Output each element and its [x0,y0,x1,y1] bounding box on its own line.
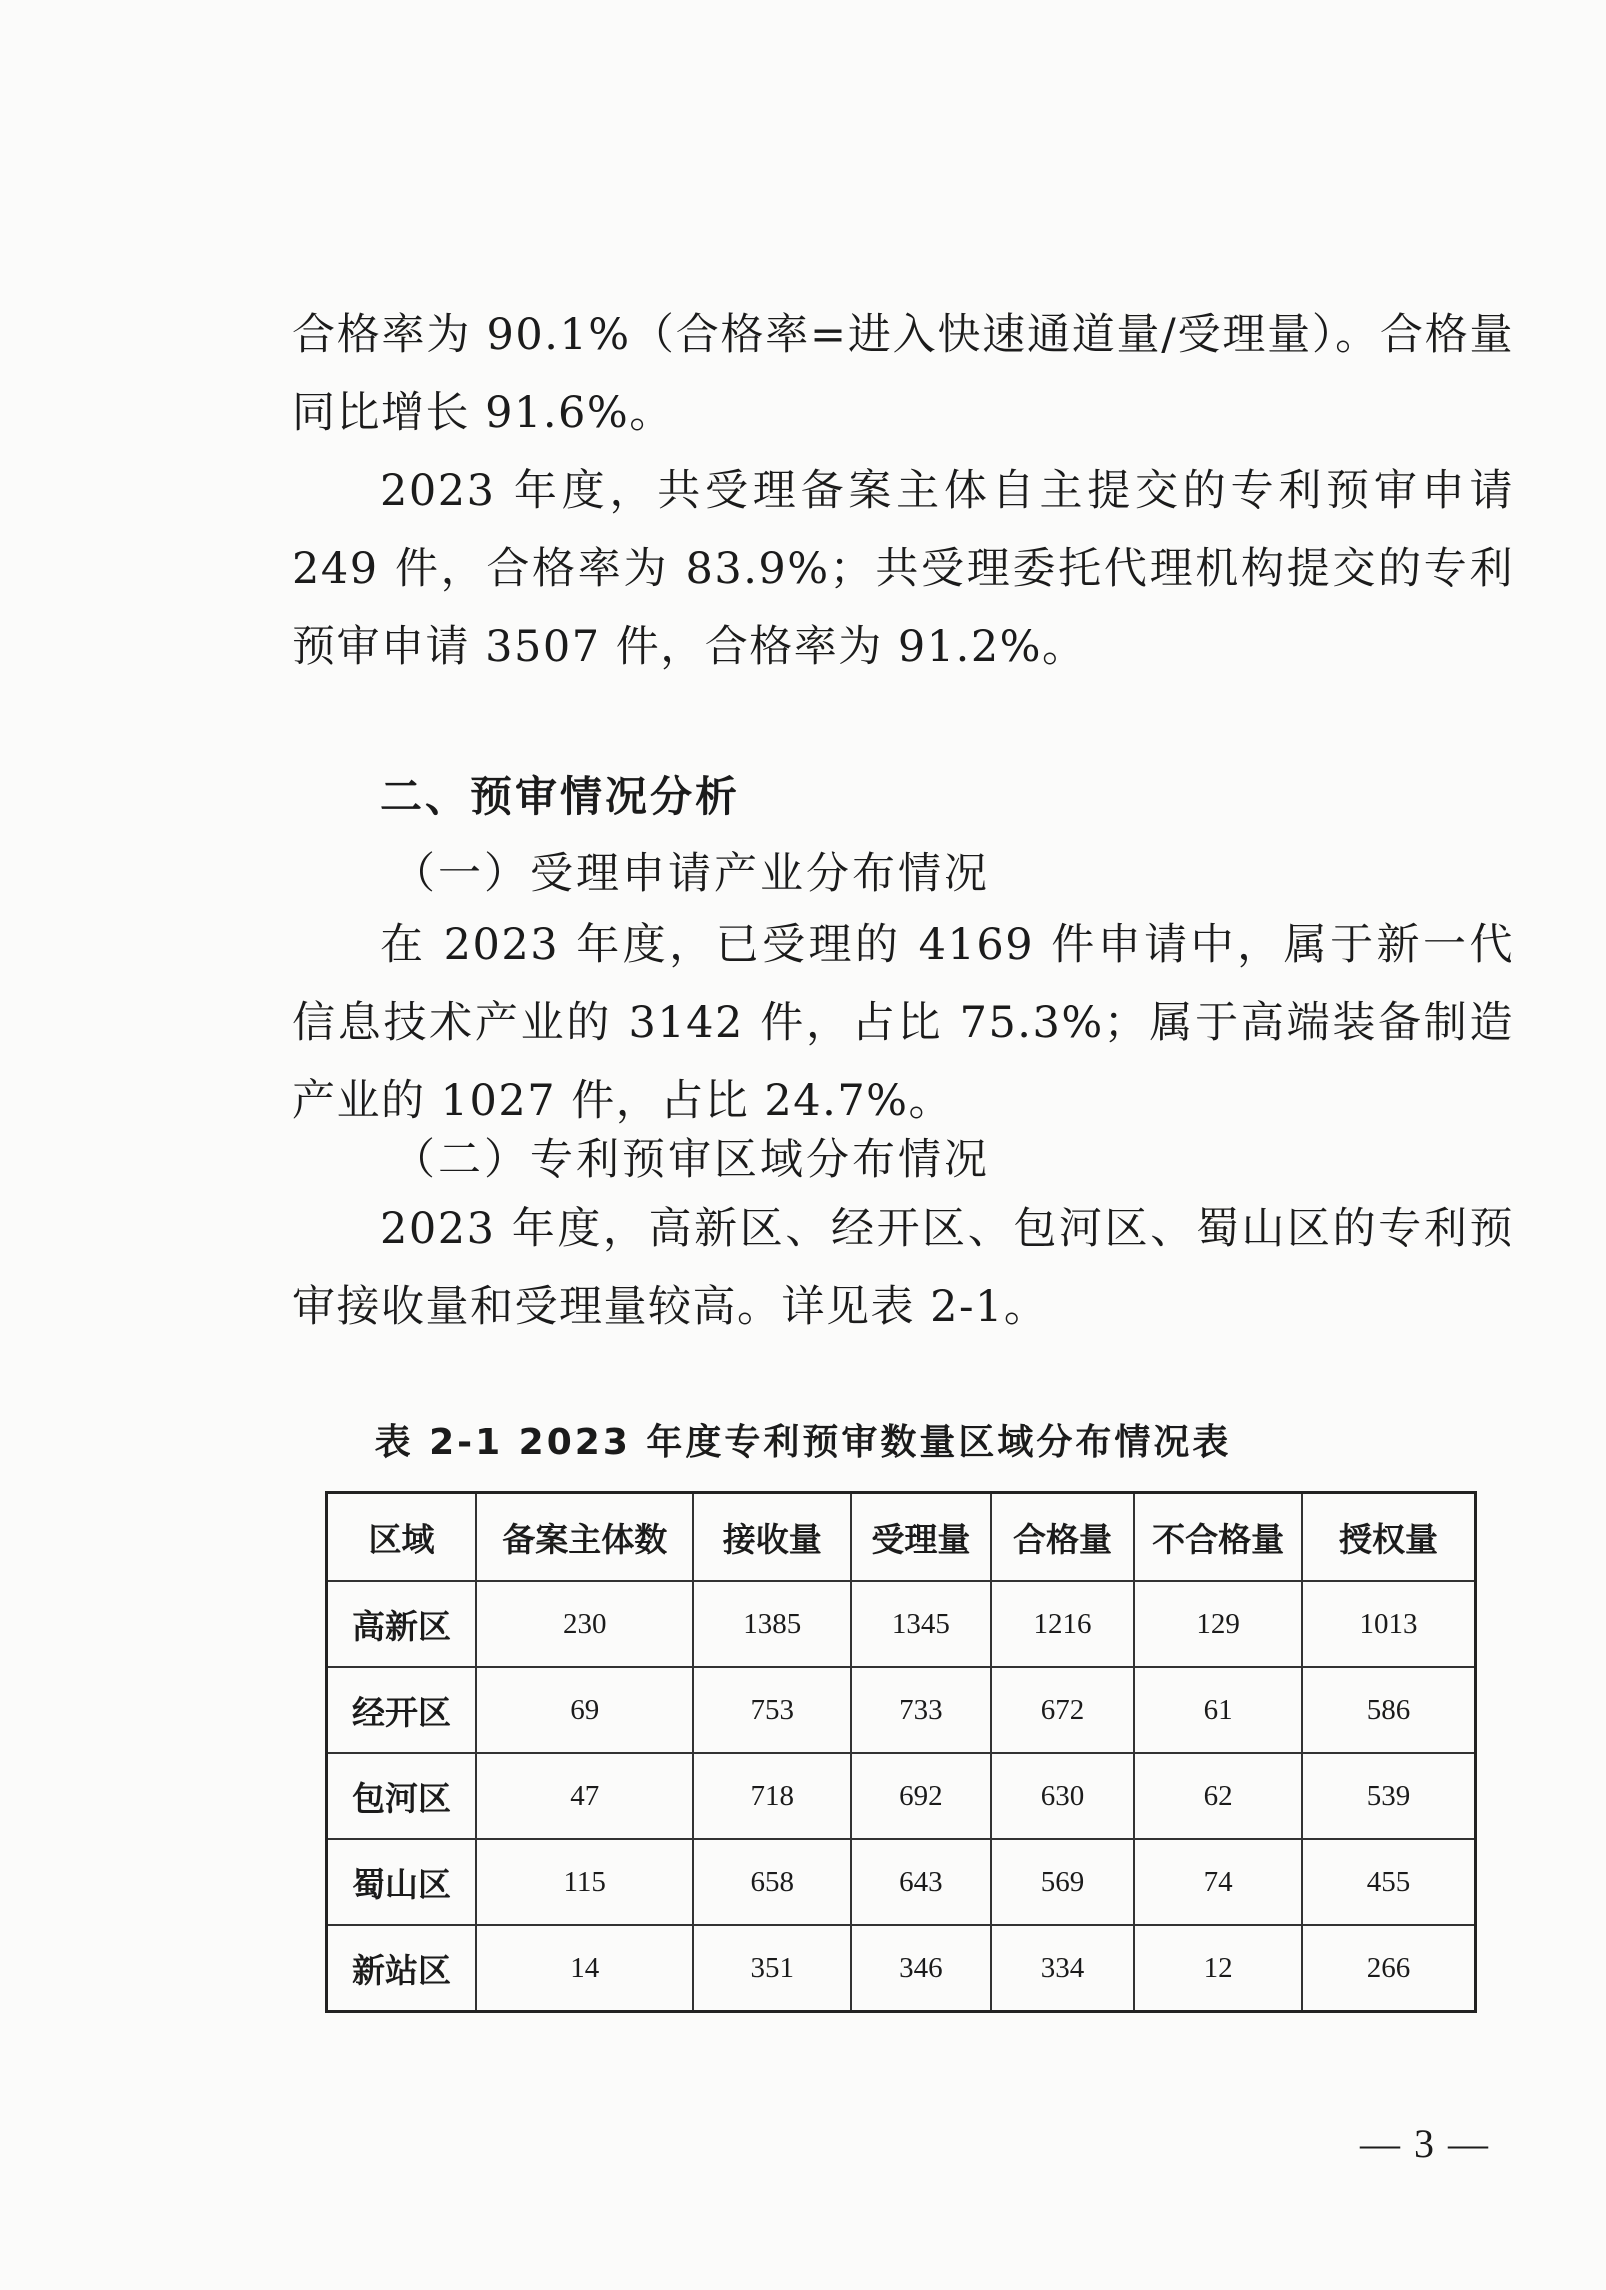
column-header-entities: 备案主体数 [476,1493,693,1582]
table-cell: 351 [693,1925,851,2012]
table-cell: 115 [476,1839,693,1925]
table-row [327,1925,1476,2012]
paragraph-filing-stats: 2023 年度，共受理备案主体自主提交的专利预审申请 249 件，合格率为 83.9%；共受理委托代理机构提交的专利预审申请 3507 件，合格率为 91.2%。 [292,466,1514,672]
column-header-received: 接收量 [693,1493,851,1582]
table-cell: 1216 [991,1581,1135,1667]
table-cell: 61 [1134,1667,1302,1753]
table-row [327,1753,1476,1839]
table-cell: 586 [1302,1667,1476,1753]
table-cell: 1385 [693,1581,851,1667]
table-cell: 346 [851,1925,991,2012]
table-cell: 539 [1302,1753,1476,1839]
table-cell: 630 [991,1753,1135,1839]
table-row [327,1839,1476,1925]
table-header-row [327,1493,1476,1582]
table-cell: 129 [1134,1581,1302,1667]
table-cell: 1345 [851,1581,991,1667]
table-cell-region: 蜀山区 [327,1839,477,1925]
column-header-region: 区域 [327,1493,477,1582]
table-cell: 455 [1302,1839,1476,1925]
table-cell: 569 [991,1839,1135,1925]
table-cell: 672 [991,1667,1135,1753]
top-paragraphs [292,296,1514,686]
table-cell: 47 [476,1753,693,1839]
table-cell-region: 包河区 [327,1753,477,1839]
subsection-heading-region: （二）专利预审区域分布情况 [392,1135,990,1185]
column-header-unqualified: 不合格量 [1134,1493,1302,1582]
table-cell: 692 [851,1753,991,1839]
region-distribution-table [325,1491,1477,2013]
table-cell: 718 [693,1753,851,1839]
section-heading: 二、预审情况分析 [380,772,741,821]
table-cell: 753 [693,1667,851,1753]
industry-paragraph-block [292,906,1514,1140]
table-cell: 74 [1134,1839,1302,1925]
table-cell: 12 [1134,1925,1302,2012]
column-header-granted: 授权量 [1302,1493,1476,1582]
table-cell: 1013 [1302,1581,1476,1667]
table-row [327,1667,1476,1753]
table-cell: 266 [1302,1925,1476,2012]
table-cell: 643 [851,1839,991,1925]
table-caption: 表 2-1 2023 年度专利预审数量区域分布情况表 [374,1422,1232,1463]
table-cell-region: 经开区 [327,1667,477,1753]
paragraph-industry: 在 2023 年度，已受理的 4169 件申请中，属于新一代信息技术产业的 3142 件，占比 75.3%；属于高端装备制造产业的 1027 件，占比 24.7%。 [292,920,1514,1126]
paragraph-region: 2023 年度，高新区、经开区、包河区、蜀山区的专利预审接收量和受理量较高。详见表 2-1。 [292,1204,1514,1332]
column-header-qualified: 合格量 [991,1493,1135,1582]
table-cell: 334 [991,1925,1135,2012]
table-cell-region: 新站区 [327,1925,477,2012]
region-paragraph-block [292,1190,1514,1346]
table-cell: 733 [851,1667,991,1753]
table-cell: 62 [1134,1753,1302,1839]
subsection-heading-industry: （一）受理申请产业分布情况 [392,849,990,899]
table-row [327,1581,1476,1667]
paragraph-continued: 合格率为 90.1%（合格率=进入快速通道量/受理量）。合格量同比增长 91.6%。 [292,310,1514,438]
table-cell: 14 [476,1925,693,2012]
column-header-accepted: 受理量 [851,1493,991,1582]
table-cell-region: 高新区 [327,1581,477,1667]
table-cell: 658 [693,1839,851,1925]
table-cell: 230 [476,1581,693,1667]
table-cell: 69 [476,1667,693,1753]
page-number: — 3 — [1360,2121,1490,2166]
